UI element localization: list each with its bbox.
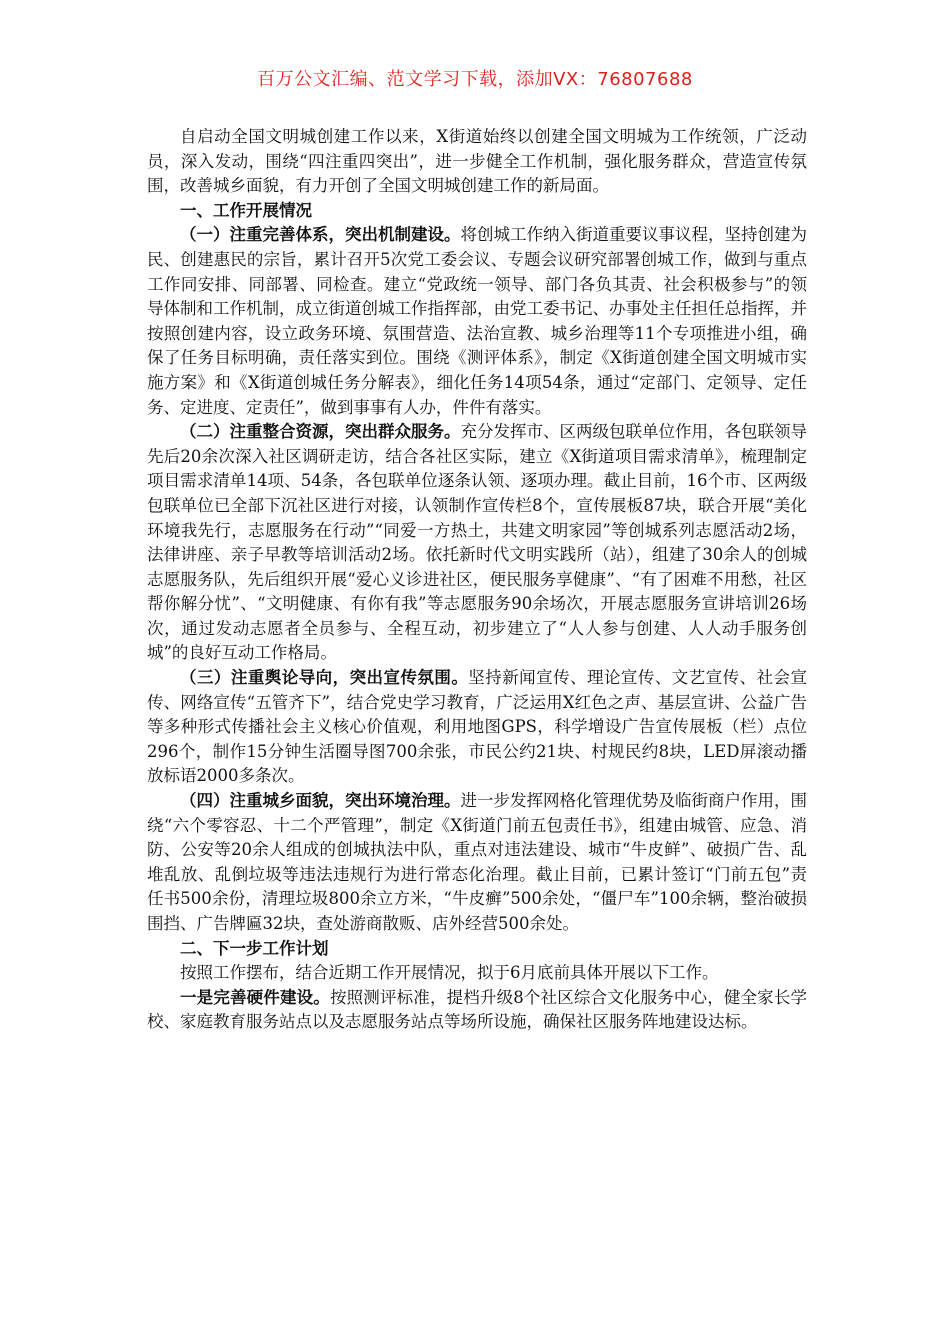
header-banner: 百万公文汇编、范文学习下载，添加VX：76807688 (257, 69, 693, 90)
document-body (147, 125, 807, 1035)
section-1-heading: 一、工作开展情况 (180, 200, 312, 220)
item-2-lead: （二）注重整合资源，突出群众服务。 (180, 422, 461, 442)
item-1-paragraph (147, 223, 807, 420)
plan-1-lead: 一是完善硬件建设。 (180, 987, 330, 1007)
item-1-lead: （一）注重完善体系，突出机制建设。 (180, 225, 461, 245)
section-2-heading: 二、下一步工作计划 (180, 938, 329, 958)
item-4-body: 进一步发挥网格化管理优势及临街商户作用，围绕“六个零容忍、十二个严管理”，制定《X街道门前五包责任书》，组建由城管、应急、消防、公安等20余人组成的创城执法中队，重点对违法建设、城市“牛皮鲜”、破损广告、乱堆乱放、乱倒垃圾等违法违规行为进行常态化治理。截止目前，已累计签订“门前五包”责任书500余份，清理垃圾800余立方米，“牛皮癣”500余处，“僵尸车”100余辆，整治破损围挡、广告牌匾32块，查处游商散贩、店外经营500余处。 (147, 791, 807, 933)
item-4-paragraph (147, 789, 807, 937)
item-1-body: 将创城工作纳入街道重要议事议程，坚持创建为民、创建惠民的宗旨，累计召开5次党工委会议、专题会议研究部署创城工作，做到与重点工作同安排、同部署、同检查。建立“党政统一领导、部门各负其责、社会积极参与”的领导体制和工作机制，成立街道创城工作指挥部，由党工委书记、办事处主任担任总指挥，并按照创建内容，设立政务环境、氛围营造、法治宣教、城乡治理等11个专项推进小组，确保了任务目标明确，责任落实到位。围绕《测评体系》，制定《X街道创建全国文明城市实施方案》和《X街道创城任务分解表》，细化任务14项54条，通过“定部门、定领导、定任务、定进度、定责任”，做到事事有人办，件件有落实。 (147, 225, 807, 417)
item-3-paragraph (147, 666, 807, 789)
item-2-paragraph (147, 420, 807, 666)
item-2-body: 充分发挥市、区两级包联单位作用，各包联领导先后20余次深入社区调研走访，结合各社区实际，建立《X街道项目需求清单》，梳理制定项目需求清单14项、54条，各包联单位逐条认领、逐项办理。截止目前，16个市、区两级包联单位已全部下沉社区进行对接，认领制作宣传栏8个，宣传展板87块，联合开展“美化环境我先行，志愿服务在行动”“同爱一方热土，共建文明家园”等创城系列志愿活动2场，法律讲座、亲子早教等培训活动2场。依托新时代文明实践所（站），组建了30余人的创城志愿服务队，先后组织开展“爱心义诊进社区，便民服务享健康”、“有了困难不用愁，社区帮你解分忧”、“文明健康、有你有我”等志愿服务90余场次，开展志愿服务宣讲培训26场次，通过发动志愿者全员参与、全程互动，初步建立了“人人参与创建、人人动手服务创城”的良好互动工作格局。 (147, 422, 807, 663)
intro-paragraph: 自启动全国文明城创建工作以来，X街道始终以创建全国文明城为工作统领，广泛动员，深入发动，围绕“四注重四突出”，进一步健全工作机制，强化服务群众，营造宣传氛围，改善城乡面貌，有力开创了全国文明城创建工作的新局面。 (147, 127, 807, 196)
item-3-lead: （三）注重舆论导向，突出宣传氛围。 (180, 668, 469, 688)
plan-1-body: 按照测评标准，提档升级8个社区综合文化服务中心，健全家长学校、家庭教育服务站点以及志愿服务站点等场所设施，确保社区服务阵地建设达标。 (147, 987, 808, 1032)
plan-intro-paragraph: 按照工作摆布，结合近期工作开展情况，拟于6月底前具体开展以下工作。 (180, 963, 719, 983)
item-4-lead: （四）注重城乡面貌，突出环境治理。 (180, 791, 461, 811)
item-3-body: 坚持新闻宣传、理论宣传、文艺宣传、社会宣传、网络宣传“五管齐下”，结合党史学习教育，广泛运用X红色之声、基层宣讲、公益广告等多种形式传播社会主义核心价值观，利用地图GPS，科学增设广告宣传展板（栏）点位296个，制作15分钟生活圈导图700余张，市民公约21块、村规民约8块，LED屏滚动播放标语2000多条次。 (147, 668, 808, 786)
plan-1-paragraph (147, 986, 807, 1035)
